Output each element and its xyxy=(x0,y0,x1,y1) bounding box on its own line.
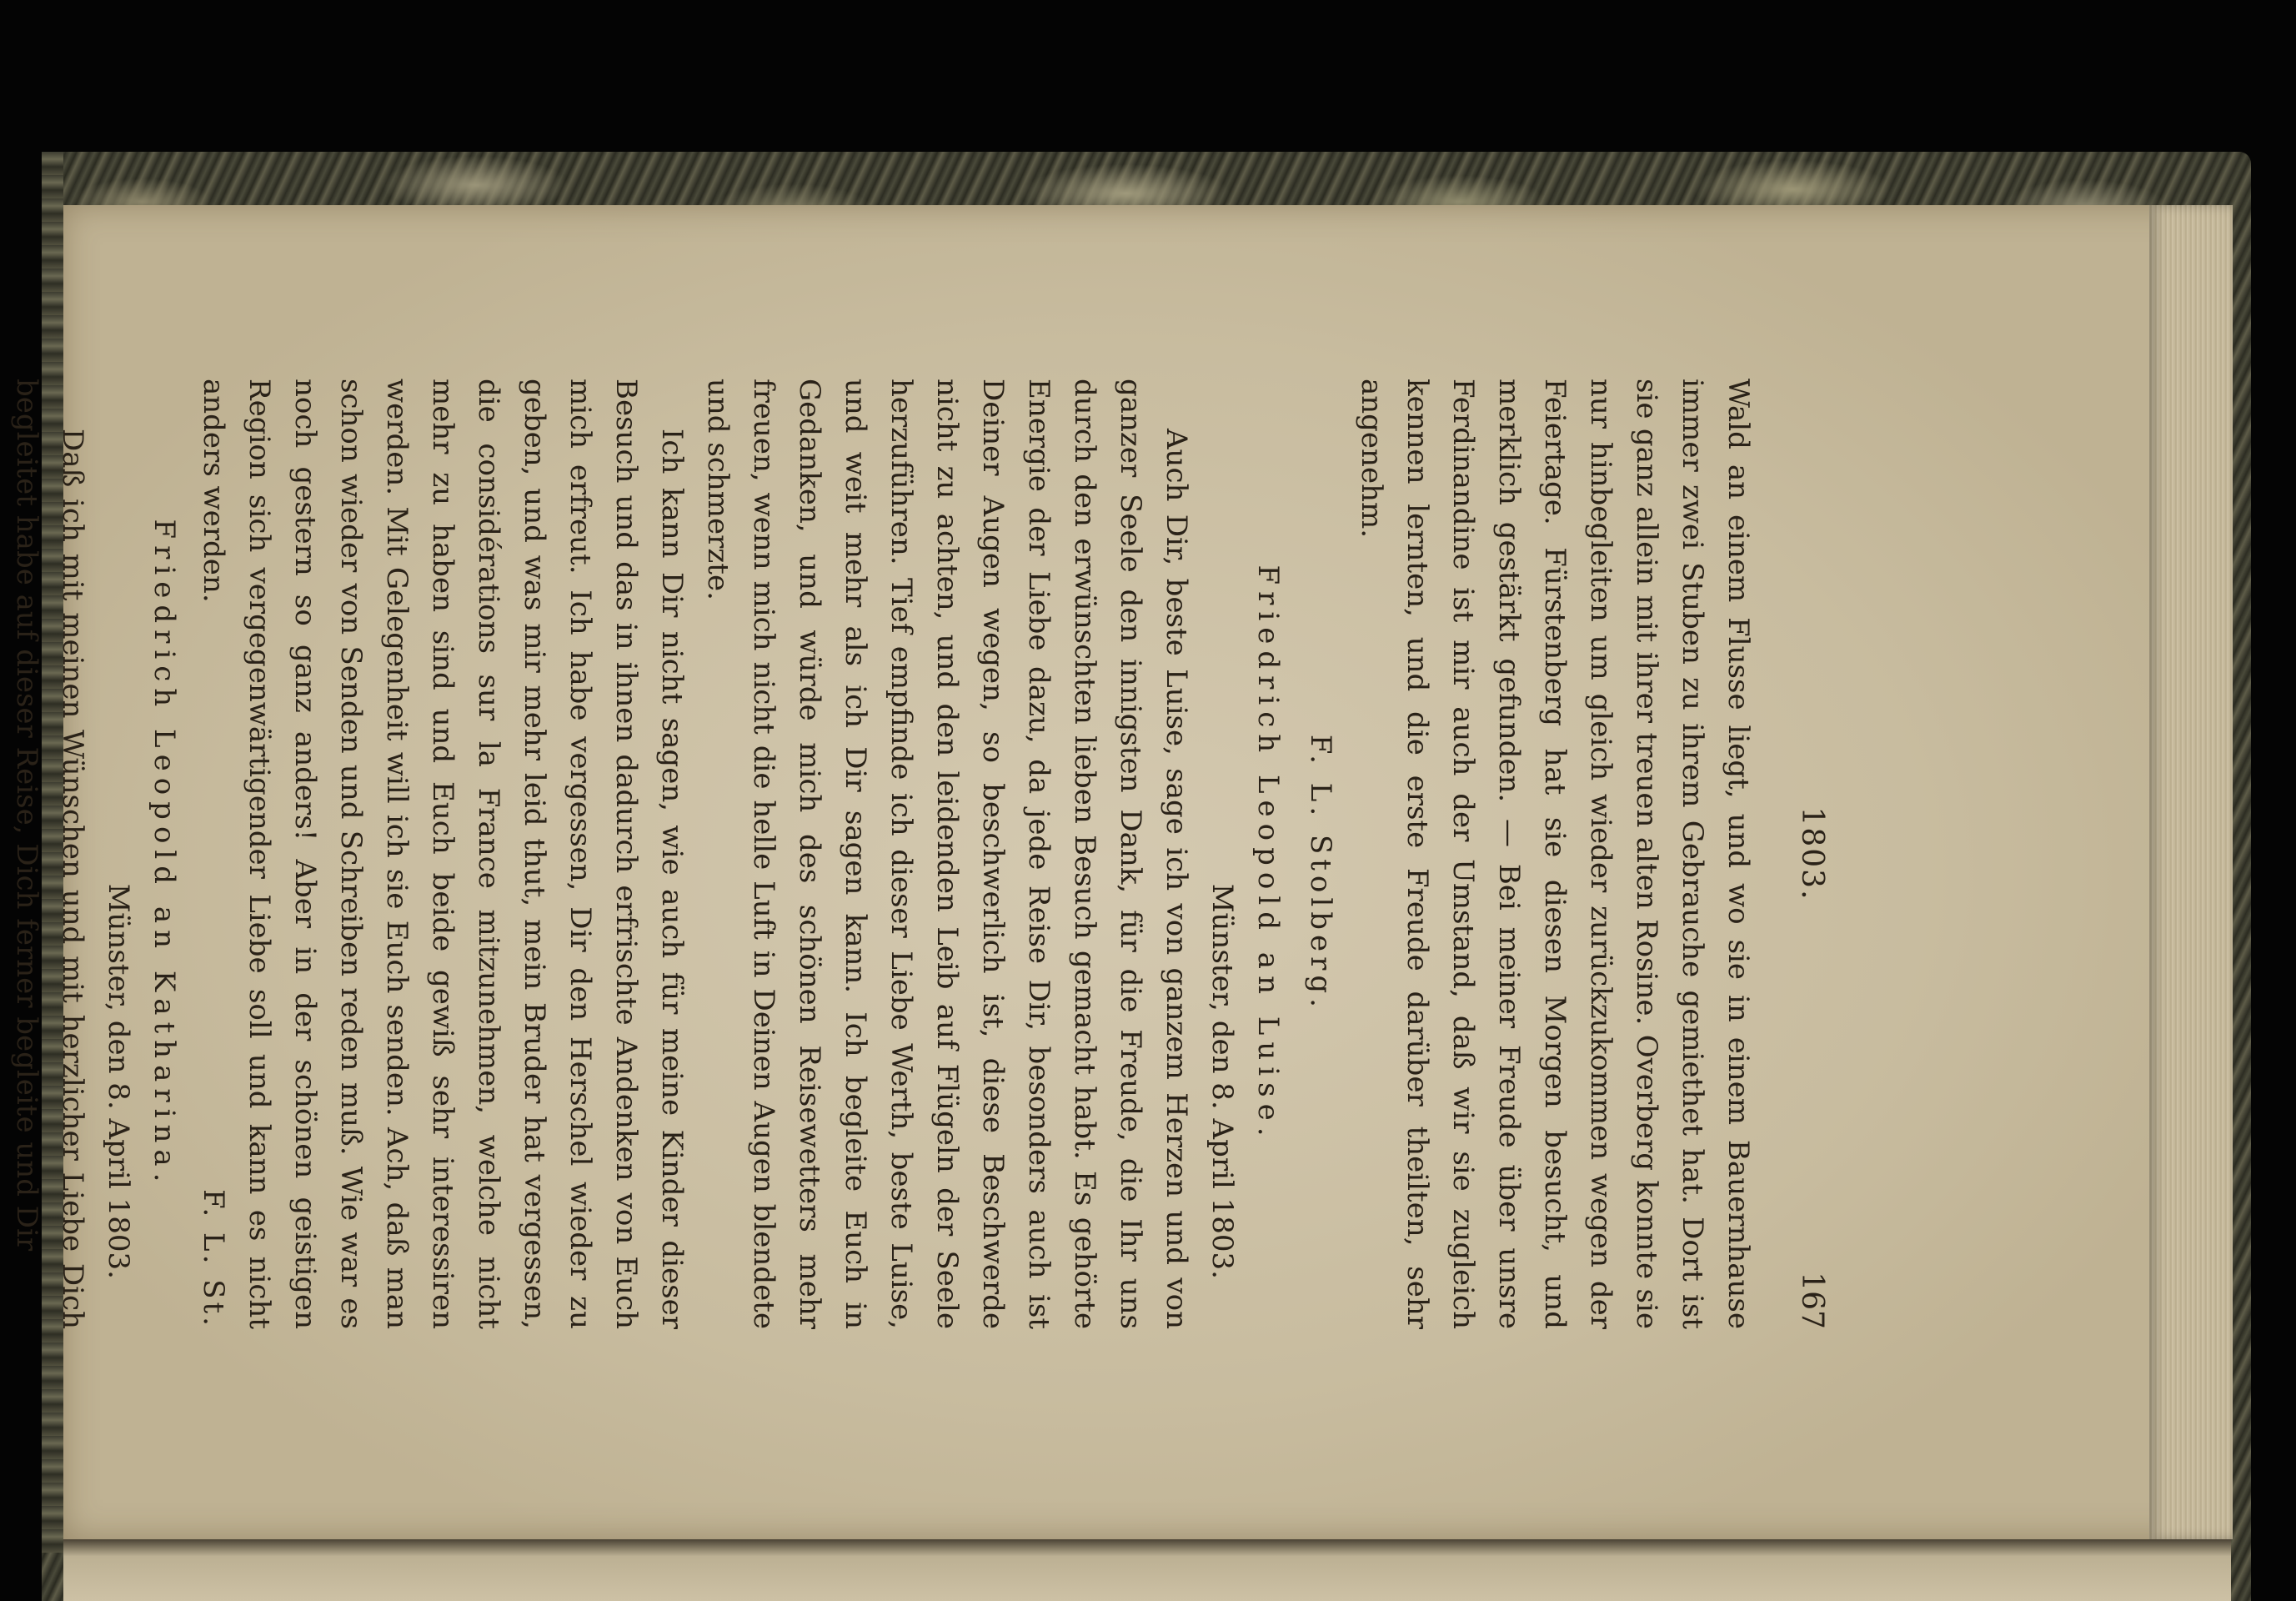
dateline-luise: Münster, den 8. April 1803. xyxy=(1206,883,1239,1279)
page-number: 167 xyxy=(1795,1272,1829,1329)
page-text-block xyxy=(10,379,1834,1329)
paragraph-2: Auch Dir, beste Luise, sage ich von ganzem Herzen und von ganzer Seele den innigsten Dank, für die Freude, die Ihr uns durch den erwünschten lieben Besuch gemacht habt. Es gehörte Energie der Liebe dazu, da jede Reise Dir, besonders auch ist Deiner Augen wegen, so beschwerlich ist, diese Beschwerde nicht zu achten, und den leidenden Leib auf Flügeln der Seele herzuführen. Tief empfinde ich dieser Liebe Werth, beste Luise, und weit mehr als ich Dir sagen kann. Ich begleite Euch in Gedanken, und würde mich des schönen Reisewetters mehr freuen, wenn mich nicht die helle Luft in Deinen Augen blendete und schmerzte. xyxy=(701,379,1193,1329)
page-header xyxy=(1784,379,1834,1329)
paragraph-3-text: Ich kann Dir nicht sagen, wie auch für meine Kinder dieser Besuch und das in ihnen dadurch erfrischte Andenken von Euch mich erfreut. Ich habe vergessen, Dir den Herschel wieder zu geben, und was mir mehr leid thut, mein Bruder hat vergessen, die considérations sur la France mitzunehmen, welche nicht mehr zu haben sind und Euch beide gewiß sehr interessiren werden. Mit Gelegenheit will ich sie Euch senden. Ach, daß man schon wieder von Senden und Schreiben reden muß. Wie war es noch gestern so ganz anders! Aber in der schönen geistigen Region sich vergegenwärtigender Liebe soll und kann es nicht anders werden. xyxy=(197,379,689,1329)
page-gutter xyxy=(63,1539,2231,1556)
letter-heading-katharina: Friedrich Leopold an Katharina. xyxy=(148,519,181,1189)
page-edges xyxy=(2149,205,2233,1539)
paragraph-4: Daß ich mit meinen Wünschen und mit herzlicher Liebe Dich begleitet habe auf dieser Reise, Dich ferner begleite und Dir xyxy=(10,379,89,1329)
paragraph-3 xyxy=(190,379,694,1329)
letter-heading-luise: Friedrich Leopold an Luise. xyxy=(1251,565,1285,1143)
signature-1: F. L. Stolberg. xyxy=(1304,734,1337,1012)
dateline-katharina: Münster, den 8. April 1803. xyxy=(102,883,135,1279)
running-head: 1803. xyxy=(1795,806,1829,901)
paragraph-1: Wald an einem Flusse liegt, und wo sie in einem Bauernhause immer zwei Stuben zu ihrem Gebrauche gemiethet hat. Dort ist sie ganz allein mit ihrer treuen alten Rosine. Overberg konnte sie nur hinbegleiten um gleich wieder zurückzukommen wegen der Feiertage. Fürstenberg hat sie diesen Morgen besucht, und merklich gestärkt gefunden. — Bei meiner Freude über unsre Ferdinandine ist mir auch der Umstand, daß wir sie zugleich kennen lernten, und die erste Freude darüber theilten, sehr angenehm. xyxy=(1355,379,1755,1329)
facing-page-edge xyxy=(63,1556,2231,1601)
signature-3: F. L. St. xyxy=(197,1189,230,1329)
page-body xyxy=(3,379,1761,1329)
